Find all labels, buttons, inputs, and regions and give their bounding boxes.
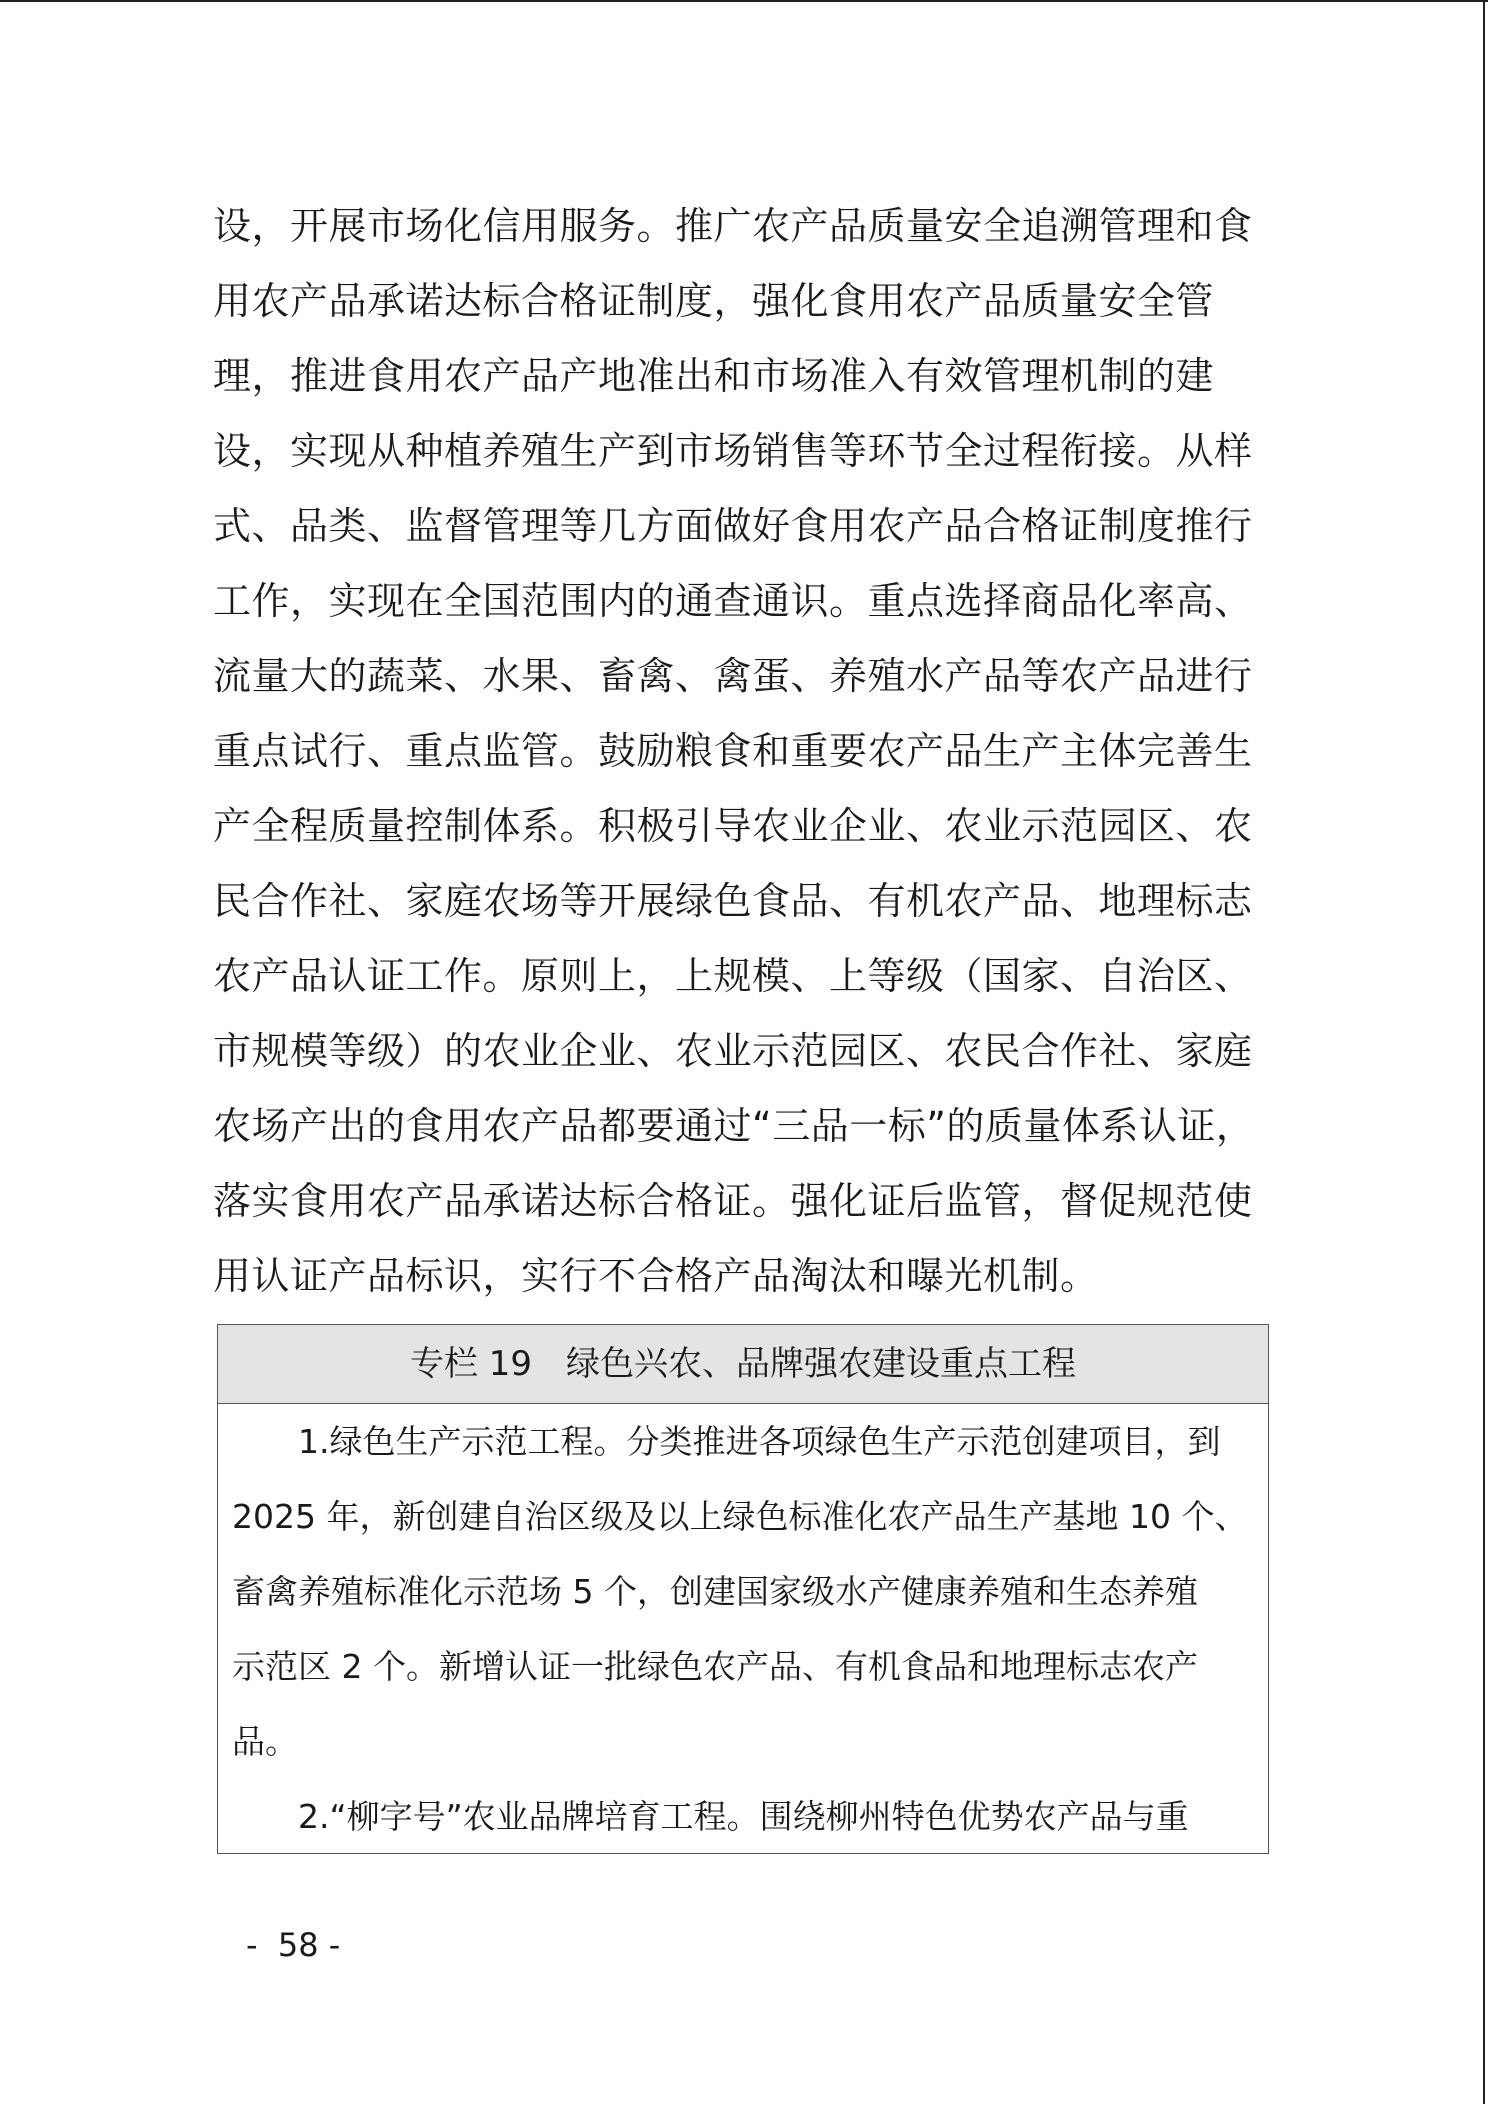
- body-line: 农产品认证工作。原则上，上规模、上等级（国家、自治区、: [213, 954, 1253, 998]
- body-line: 用农产品承诺达标合格证制度，强化食用农产品质量安全管: [213, 279, 1215, 323]
- body-line: 市规模等级）的农业企业、农业示范园区、农民合作社、家庭: [213, 1029, 1253, 1073]
- body-line: 产全程质量控制体系。积极引导农业企业、农业示范园区、农: [213, 804, 1253, 848]
- body-line: 民合作社、家庭农场等开展绿色食品、有机农产品、地理标志: [213, 879, 1253, 923]
- column-box-line: 示范区 2 个。新增认证一批绿色农产品、有机食品和地理标志农产: [232, 1647, 1198, 1686]
- column-box: [217, 1324, 1269, 1854]
- body-line: 重点试行、重点监管。鼓励粮食和重要农产品生产主体完善生: [213, 729, 1253, 773]
- body-line: 设，实现从种植养殖生产到市场销售等环节全过程衔接。从样: [213, 429, 1253, 473]
- column-box-body: [218, 1404, 1268, 1854]
- body-line: 式、品类、监督管理等几方面做好食用农产品合格证制度推行: [213, 504, 1253, 548]
- body-line: 落实食用农产品承诺达标合格证。强化证后监管，督促规范使: [213, 1179, 1253, 1223]
- body-line: 农场产出的食用农产品都要通过“三品一标”的质量体系认证，: [213, 1104, 1255, 1148]
- body-paragraph: [213, 189, 1293, 1314]
- column-box-line: 2.“柳字号”农业品牌培育工程。围绕柳州特色优势农产品与重: [298, 1797, 1189, 1836]
- body-line: 用认证产品标识，实行不合格产品淘汰和曝光机制。: [213, 1254, 1099, 1298]
- body-line: 工作，实现在全国范围内的通查通识。重点选择商品化率高、: [213, 579, 1253, 623]
- column-box-line: 1.绿色生产示范工程。分类推进各项绿色生产示范创建项目，到: [298, 1422, 1221, 1461]
- page-top-border: [0, 0, 1488, 2]
- column-box-line: 品。: [232, 1722, 298, 1761]
- page-right-border: [1483, 0, 1485, 2104]
- column-box-title: 专栏 19 绿色兴农、品牌强农建设重点工程: [218, 1325, 1268, 1404]
- body-line: 设，开展市场化信用服务。推广农产品质量安全追溯管理和食: [213, 204, 1253, 248]
- page-number: - 58 -: [246, 1926, 341, 1964]
- column-box-line: 2025 年，新创建自治区级及以上绿色标准化农产品生产基地 10 个、: [232, 1497, 1248, 1536]
- body-line: 理，推进食用农产品产地准出和市场准入有效管理机制的建: [213, 354, 1215, 398]
- column-box-line: 畜禽养殖标准化示范场 5 个，创建国家级水产健康养殖和生态养殖: [232, 1572, 1198, 1611]
- body-line: 流量大的蔬菜、水果、畜禽、禽蛋、养殖水产品等农产品进行: [213, 654, 1253, 698]
